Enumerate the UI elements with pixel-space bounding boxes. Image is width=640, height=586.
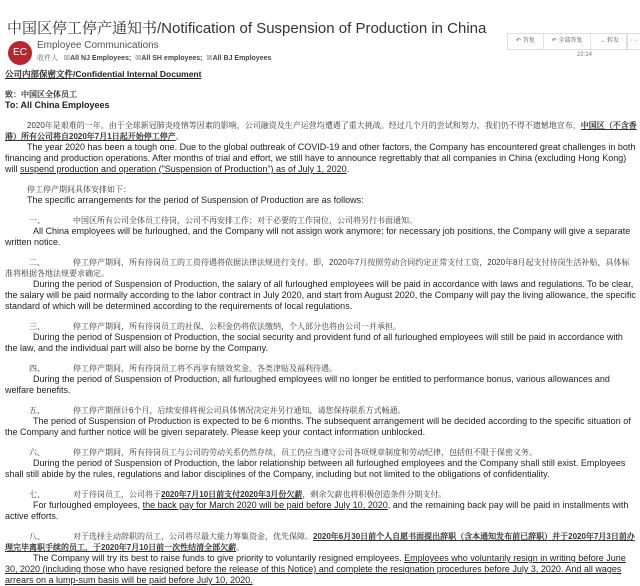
recipient-nj[interactable]: ☒All NJ Employees; xyxy=(63,55,132,62)
list-item: 二、 停工停产期间，所有待岗员工的工资待遇将依据法律法规进行支付。即，2020年7月按照劳动合同约定正常支付工资，2020年8月起支付待岗生活补贴，具体标准将根据各地法规要求确定。 During the period of Suspension of Production, the salary of all furloughed employees will be paid in accordance with laws and regulations. To be clear, the salary will be paid normally according to the labor contract in July 2020, and start from August 2020, the Company will pay the living allowance, the specific standard of which will be determined according to the requirements of local regulations. xyxy=(5,258,636,311)
recipients-label: 收件人 xyxy=(37,55,58,62)
list-item: 八、 对于选择主动辞职的员工，公司将尽最大能力筹集资金，优先保障。2020年6月30日前个人自愿书面提出辞职（含本通知发布前已辞职）并于2020年7月3日前办理完毕离职手续的员工，于2020年7月10日前一次性结清全部欠薪。 The Company will try its best to raise funds to give priority to voluntarily resigned employees. Employees who voluntarily resign in writing before June 30, 2020 (including those who have resigned before the release of this Notice) and complete the resignation procedures before July 3, 2020. And all wages arrears on a lump-sum basis will be paid before July 10, 2020. xyxy=(5,532,635,585)
email-toolbar xyxy=(507,33,628,50)
list-item: 七、 对于待岗员工，公司将于2020年7月10日前支付2020年3月份欠薪，剩余欠薪也将积极创造条件分期支付。 For furloughed employees, the back pay for March 2020 will be paid before July 10, 2020, and the remaining back pay will be paid in installments with active efforts. xyxy=(5,490,629,521)
reply-button[interactable]: ↶ 答复 xyxy=(508,34,544,49)
arrangements-zh: 停工停产期间具体安排如下： xyxy=(27,185,131,194)
arrangements-en: The specific arrangements for the period of Suspension of Production are as follows: xyxy=(27,195,364,205)
list-item: 六、 停工停产期间，所有待岗员工与公司的劳动关系仍然存续，员工仍应当遵守公司各项规章制度和劳动纪律，包括但不限于保密义务。 During the period of Suspension of Production, the labor relationship between all furloughed employees and the Company shall still exist. Employees shall still abide by the rules, regulations and labor disciplines of the Company, including but not limited to the obligations of confidentiality. xyxy=(5,448,626,479)
confidential-label: 公司内部保密文件/Confidential Internal Document xyxy=(5,69,202,79)
recipient-sh[interactable]: ☒All SH employees; xyxy=(135,55,203,62)
avatar: EC xyxy=(8,41,32,65)
list-item: 四、 停工停产期间，所有待岗员工将不再享有绩效奖金、各类津贴及福利待遇。 During the period of Suspension of Production, all furloughed employees will no longer be entitled to performance bonus, various allowances and welfare benefits. xyxy=(5,364,610,395)
list-item: 五、 停工停产期预计6个月，后续安排将视公司具体情况决定并另行通知，请您保持联系方式畅通。 The period of Suspension of Production is expected to be 6 months. The subsequent arrangement will be decided according to the specific situation of the Company and further notice will be given separately. Please keep your contact information unblocked. xyxy=(5,406,631,437)
to-zh: 致：中国区全体员工 xyxy=(5,90,77,99)
more-actions-button[interactable]: ··· xyxy=(626,33,640,50)
recipient-bj[interactable]: ☒All BJ Employees xyxy=(206,55,272,62)
reply-all-button[interactable]: ↶ 全部答复 xyxy=(544,34,592,49)
intro-zh: 2020年是艰难的一年。由于全球新冠肺炎疫情等因素的影响，公司融资及生产运营均遭遇了重大挑战。经过几个月的尝试和努力，我们仍不得不遗憾地宣布，中国区（不含香港）所有公司将自2020年7月1日起开始停工停产。 xyxy=(5,121,637,141)
email-body xyxy=(5,69,637,586)
email-time: 22:14 xyxy=(577,52,593,58)
email-subject: 中国区停工停产通知书/Notification of Suspension of Production in China xyxy=(7,20,487,37)
forward-button[interactable]: → 转发 xyxy=(599,38,620,44)
to-en: To: All China Employees xyxy=(5,100,110,110)
list-item: 一、 中国区所有公司全体员工待岗，公司不再安排工作；对于必要的工作岗位，公司将另行书面通知。 All China employees will be furloughed, and the Company will not assign work anymore; for necessary job positions, the Company will give a separate written notice. xyxy=(5,216,631,247)
intro-en: The year 2020 has been a tough one. Due to the global outbreak of COVID-19 and other factors, the Company has encountered great challenges in both financing and production operations. After months of trial and effort, we still have to announce regrettably that all companies in China (excluding Hong Kong) will suspend production and operation ("Suspension of Production") as of July 1, 2020. xyxy=(5,142,636,174)
list-item: 三、 停工停产期间，所有待岗员工的社保、公积金仍将依法缴纳，个人部分也将由公司一并承担。 During the period of Suspension of Production, the social security and provident fund of all furloughed employees will still be paid in accordance with the law, and the individual part will also be borne by the Company. xyxy=(5,322,623,353)
sender-name: Employee Communications xyxy=(37,40,159,51)
recipients xyxy=(37,53,271,63)
